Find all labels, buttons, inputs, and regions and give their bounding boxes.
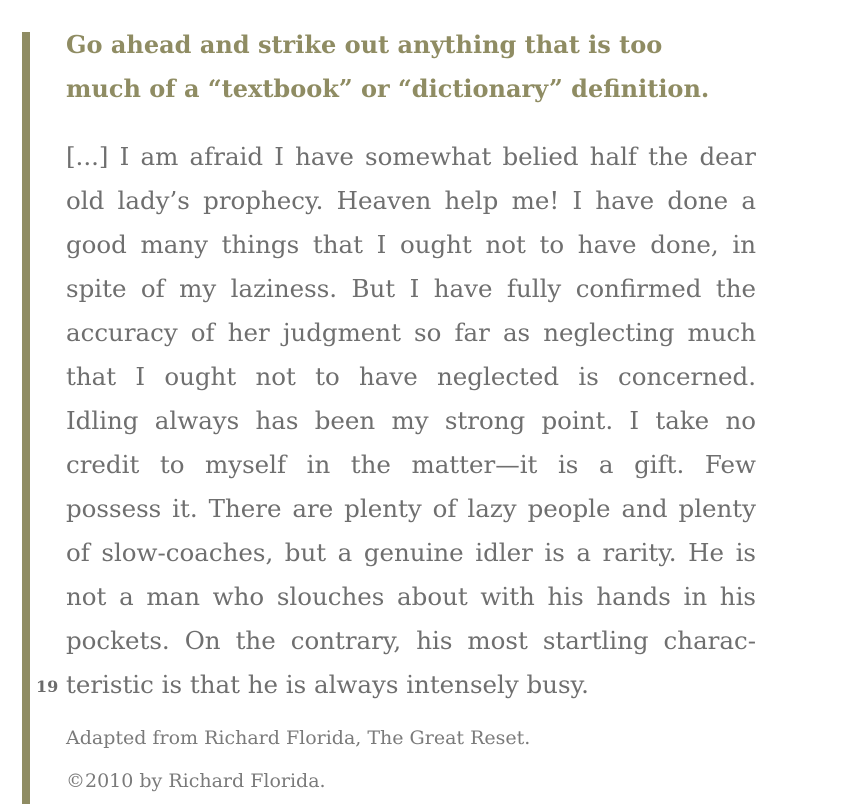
copyright-notice: ©2010 by Richard Florida. — [66, 770, 326, 792]
source-attribution: Adapted from Richard Florida, The Great Reset. — [66, 727, 531, 749]
passage-line: Idling always has been my strong point. I take no — [66, 406, 756, 435]
line-number: 19 — [36, 677, 59, 696]
passage-line: [...] I am afraid I have somewhat belied half the dear — [66, 142, 756, 171]
prompt-line: much of a “textbook” or “dictionary” definition. — [66, 74, 710, 103]
passage-line: good many things that I ought not to have done, in — [66, 230, 756, 259]
passage-line: possess it. There are plenty of lazy people and plenty — [66, 494, 756, 523]
passage-line: credit to myself in the matter—it is a gift. Few — [66, 450, 756, 479]
passage-line: accuracy of her judgment so far as neglecting much — [66, 318, 756, 347]
question-prompt — [66, 23, 766, 111]
reading-passage — [66, 135, 756, 707]
passage-line: teristic is that he is always intensely busy. — [66, 670, 589, 699]
passage-line: of slow-coaches, but a genuine idler is a rarity. He is — [66, 538, 756, 567]
passage-line: pockets. On the contrary, his most startling charac- — [66, 626, 756, 655]
passage-line: not a man who slouches about with his hands in his — [66, 582, 756, 611]
passage-line: that I ought not to have neglected is concerned. — [66, 362, 756, 391]
prompt-line: Go ahead and strike out anything that is too — [66, 30, 663, 59]
left-accent-bar — [22, 32, 30, 804]
passage-line: spite of my laziness. But I have fully confirmed the — [66, 274, 756, 303]
passage-line: old lady’s prophecy. Heaven help me! I have done a — [66, 186, 756, 215]
